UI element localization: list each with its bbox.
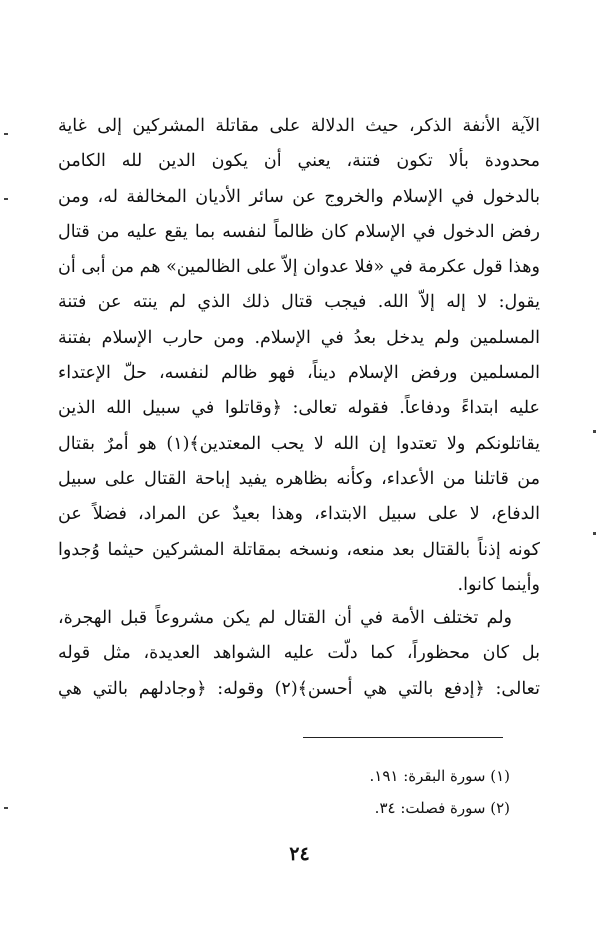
text-line: وأينما كانوا. (457, 574, 540, 595)
footnote-separator (303, 737, 503, 738)
text-line: عليه ابتداءً ودفاعاً. فقوله تعالى: ﴿وقاتلوا في سبيل الله الذين (58, 398, 540, 419)
footnote-2: (٢) سورة فصلت: ٣٤. (374, 799, 510, 817)
text-line: وهذا قول عكرمة في «فلا عدوان إلاّ على الظالمين» هم من أبى أن (58, 257, 540, 278)
scan-mark (593, 532, 596, 535)
page-number: ٢٤ (289, 843, 310, 865)
scan-mark (593, 430, 596, 433)
text-line: رفض الدخول في الإسلام كان ظالماً لنفسه بما يقع عليه من قتال (58, 221, 540, 242)
footnotes (240, 760, 510, 824)
text-line: بل كان محظوراً، كما دلّت عليه الشواهد العديدة، مثل قوله (58, 643, 540, 664)
text-line: المسلمين ورفض الإسلام ديناً، فهو ظالم لنفسه، حلّ الإعتداء (58, 363, 540, 384)
paragraph-2 (58, 601, 540, 707)
text-line: محدودة بألا تكون فتنة، يعني أن يكون الدين لله الكامن (58, 151, 540, 172)
text-line: بالدخول في الإسلام والخروج عن سائر الأديان المخالفة له، ومن (58, 186, 540, 207)
text-line: من قاتلنا من الأعداء، وكأنه بظاهره يفيد إباحة القتال على سبيل (58, 468, 540, 489)
text-line: الآية الأنفة الذكر، حيث الدلالة على مقاتلة المشركين إلى غاية (58, 116, 540, 136)
text-line: تعالى: ﴿إدفع بالتي هي أحسن﴾(٢) وقوله: ﴿وجادلهم بالتي هي (58, 678, 540, 699)
text-line: المسلمين ولم يدخل بعدُ في الإسلام. ومن حارب الإسلام بفتنة (58, 327, 540, 348)
scan-mark (4, 133, 8, 135)
text-line: كونه إذناً بالقتال بعد منعه، ونسخه بمقاتلة المشركين حيثما وُجدوا (58, 539, 540, 560)
text-line: يقاتلونكم ولا تعتدوا إن الله لا يحب المعتدين﴾(١) هو أمرٌ بقتال (58, 433, 540, 454)
text-line: يقول: لا إله إلاّ الله. فيجب قتال ذلك الذي لم ينته عن فتنة (58, 292, 540, 313)
text-line: ولم تختلف الأمة في أن القتال لم يكن مشروعاً قبل الهجرة، (58, 608, 512, 628)
paragraph-1 (58, 109, 540, 603)
text-line: الدفاع، لا على سبيل الابتداء، وهذا بعيدٌ عن المراد، فضلاً عن (58, 504, 540, 525)
scan-mark (4, 807, 8, 809)
footnote-1: (١) سورة البقرة: ١٩١. (369, 767, 510, 785)
scan-mark (4, 198, 8, 200)
